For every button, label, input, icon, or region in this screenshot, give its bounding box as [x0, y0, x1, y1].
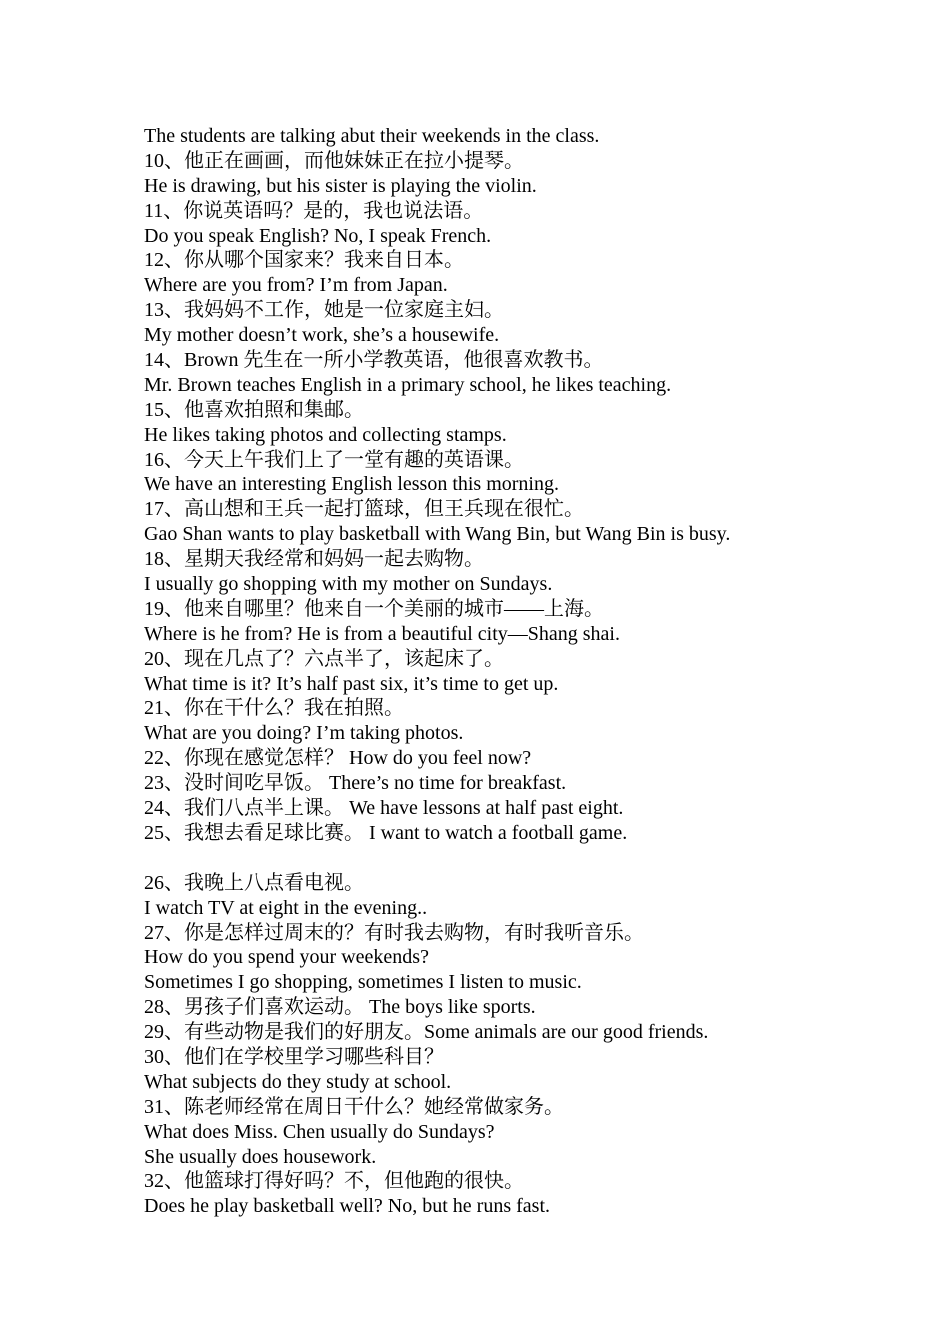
text-line: What are you doing? I’m taking photos.: [144, 722, 464, 745]
text-line: 31、陈老师经常在周日干什么？她经常做家务。: [144, 1095, 564, 1118]
text-line: 25、我想去看足球比赛。 I want to watch a football game.: [144, 821, 628, 844]
blank-line: [144, 846, 934, 871]
text-line: 23、没时间吃早饭。 There’s no time for breakfast.: [144, 772, 567, 795]
text-line: Gao Shan wants to play basketball with Wang Bin, but Wang Bin is busy.: [144, 523, 731, 546]
text-line: 16、今天上午我们上了一堂有趣的英语课。: [144, 448, 524, 471]
text-line: Where are you from? I’m from Japan.: [144, 274, 448, 297]
text-line: He likes taking photos and collecting stamps.: [144, 423, 507, 446]
text-line: 28、男孩子们喜欢运动。 The boys like sports.: [144, 996, 536, 1019]
text-line: 13、我妈妈不工作，她是一位家庭主妇。: [144, 299, 504, 322]
text-line: 30、他们在学校里学习哪些科目？: [144, 1045, 444, 1068]
text-line: 24、我们八点半上课。 We have lessons at half past eight.: [144, 797, 624, 820]
text-line: 29、有些动物是我们的好朋友。Some animals are our good friends.: [144, 1021, 709, 1044]
text-line: What does Miss. Chen usually do Sundays?: [144, 1120, 495, 1143]
text-line: 11、你说英语吗？是的，我也说法语。: [144, 199, 484, 222]
text-line: 27、你是怎样过周末的？有时我去购物，有时我听音乐。: [144, 921, 644, 944]
text-line: Does he play basketball well? No, but he runs fast.: [144, 1195, 551, 1218]
text-line: The students are talking abut their weekends in the class.: [144, 125, 600, 147]
text-line: 20、现在几点了？六点半了，该起床了。: [144, 647, 504, 670]
text-line: 19、他来自哪里？他来自一个美丽的城市——上海。: [144, 597, 604, 620]
text-line: 22、你现在感觉怎样？ How do you feel now?: [144, 747, 532, 770]
text-line: What subjects do they study at school.: [144, 1070, 452, 1093]
text-line: 18、星期天我经常和妈妈一起去购物。: [144, 548, 484, 571]
text-line: She usually does housework.: [144, 1145, 377, 1168]
text-line: My mother doesn’t work, she’s a housewife.: [144, 324, 500, 347]
text-line: 14、Brown 先生在一所小学教英语，他很喜欢教书。: [144, 349, 604, 372]
text-line: Sometimes I go shopping, sometimes I listen to music.: [144, 971, 582, 994]
text-line: Do you speak English? No, I speak French.: [144, 224, 492, 247]
text-line: 26、我晚上八点看电视。: [144, 871, 364, 894]
text-line: He is drawing, but his sister is playing the violin.: [144, 174, 537, 197]
text-line: How do you spend your weekends?: [144, 946, 429, 969]
text-line: 10、他正在画画，而他妹妹正在拉小提琴。: [144, 149, 524, 172]
text-line: We have an interesting English lesson this morning.: [144, 473, 559, 496]
text-line: 12、你从哪个国家来？我来自日本。: [144, 249, 464, 272]
text-line: 32、他篮球打得好吗？不，但他跑的很快。: [144, 1170, 524, 1193]
text-line: Where is he from? He is from a beautiful city—Shang shai.: [144, 622, 620, 645]
text-line: I watch TV at eight in the evening..: [144, 896, 428, 919]
text-line: I usually go shopping with my mother on Sundays.: [144, 573, 553, 596]
text-line: 21、你在干什么？我在拍照。: [144, 697, 404, 720]
document-page: [144, 124, 934, 1219]
text-line: What time is it? It’s half past six, it’s time to get up.: [144, 672, 559, 695]
text-line: 17、高山想和王兵一起打篮球，但王兵现在很忙。: [144, 498, 584, 521]
text-line: 15、他喜欢拍照和集邮。: [144, 398, 364, 421]
text-line: Mr. Brown teaches English in a primary school, he likes teaching.: [144, 373, 672, 396]
